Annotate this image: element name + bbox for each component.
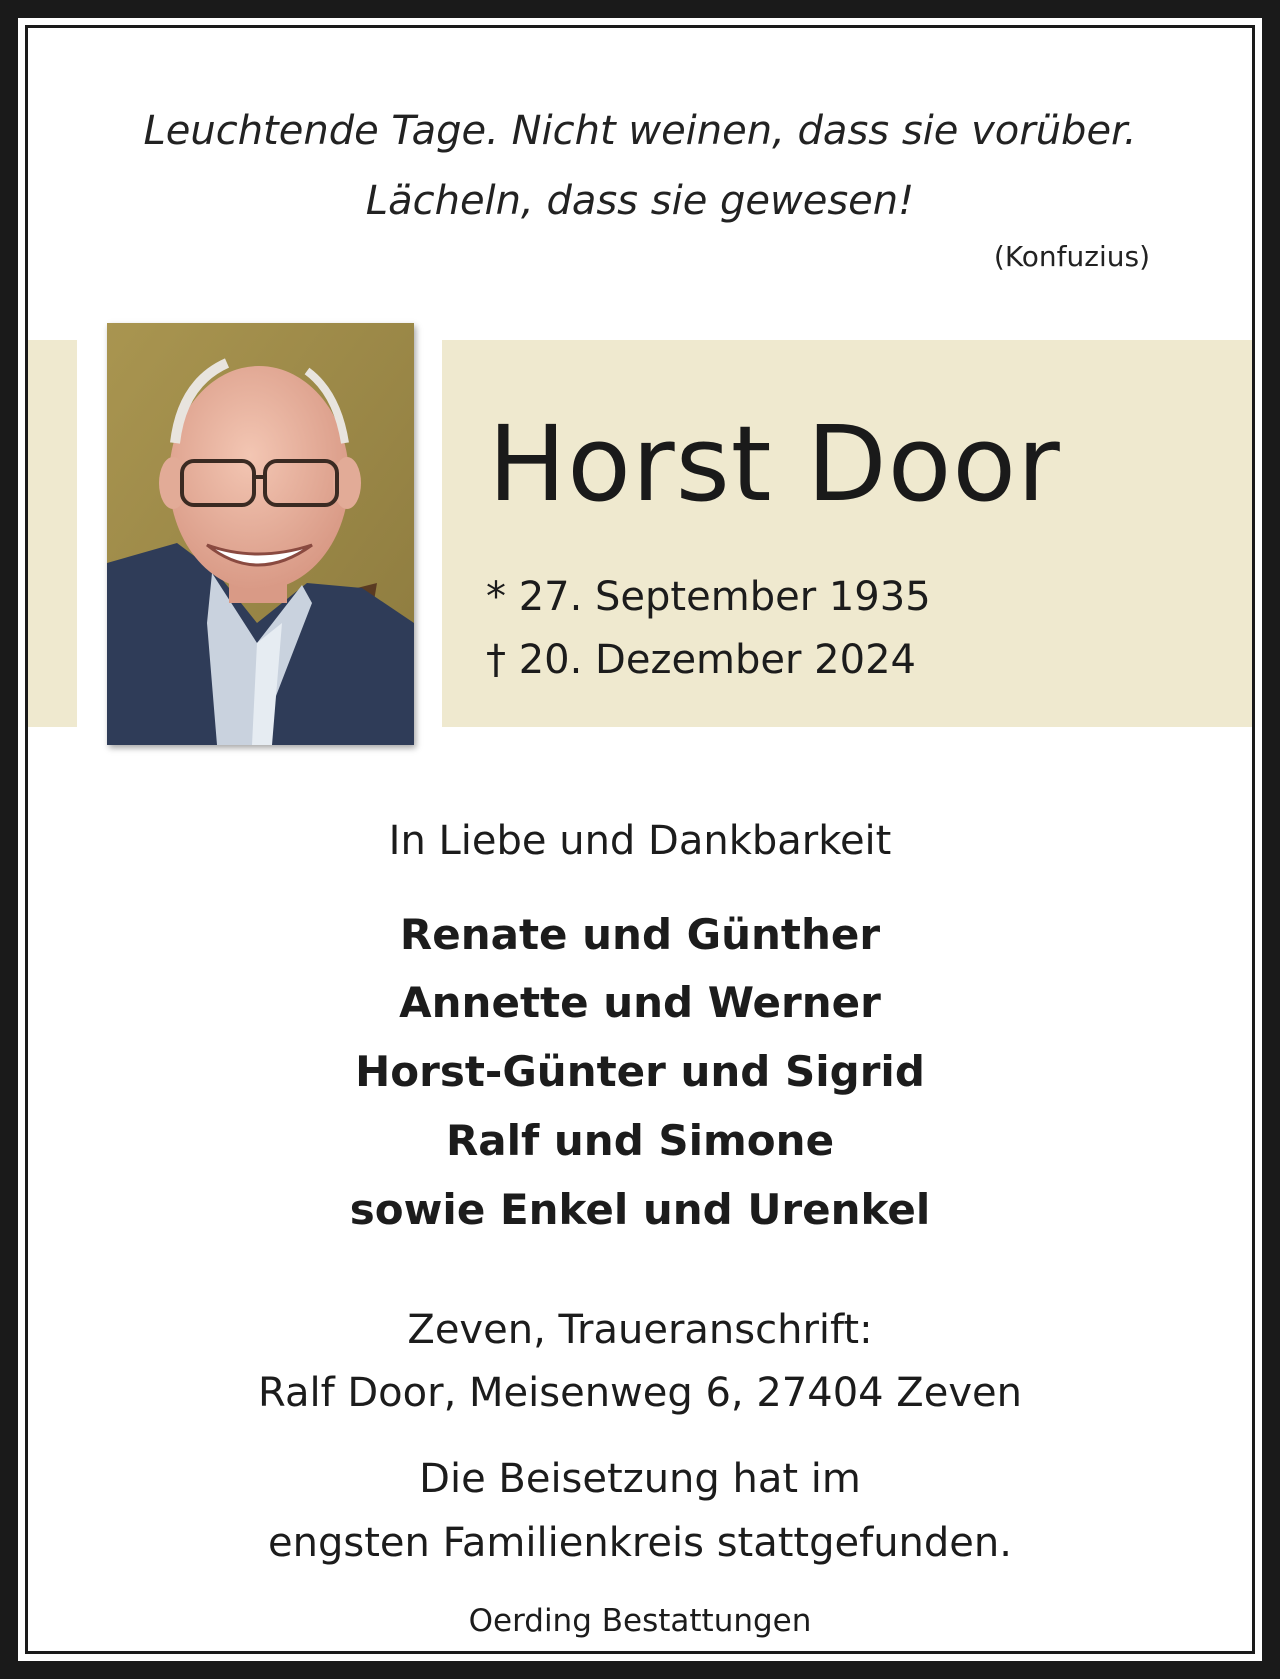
quote-line-2: Lächeln, dass sie gewesen!: [365, 178, 915, 224]
quote-line-1: Leuchtende Tage. Nicht weinen, dass sie vorüber.: [143, 108, 1137, 154]
quote-author: (Konfuzius): [993, 240, 1150, 273]
address-details: Ralf Door, Meisenweg 6, 27404 Zeven: [258, 1370, 1022, 1416]
deceased-name: Horst Door: [488, 403, 1061, 525]
family-member-line: Horst-Günter und Sigrid: [355, 1047, 925, 1096]
birth-date: * 27. September 1935: [486, 574, 931, 620]
address-heading: Zeven, Traueranschrift:: [407, 1307, 873, 1353]
portrait-photo: [107, 323, 414, 745]
burial-note-line-1: Die Beisetzung hat im: [419, 1456, 861, 1502]
family-member-line: Renate und Günther: [399, 910, 881, 959]
accent-band-left: [28, 340, 77, 727]
undertaker-name: Oerding Bestattungen: [468, 1603, 812, 1639]
family-member-line: Annette und Werner: [399, 978, 881, 1027]
burial-note-line-2: engsten Familienkreis stattgefunden.: [268, 1520, 1012, 1566]
family-member-line: Ralf und Simone: [445, 1116, 835, 1165]
family-member-line: sowie Enkel und Urenkel: [349, 1185, 931, 1234]
death-date: † 20. Dezember 2024: [486, 637, 916, 683]
mourners-intro: In Liebe und Dankbarkeit: [388, 818, 892, 864]
